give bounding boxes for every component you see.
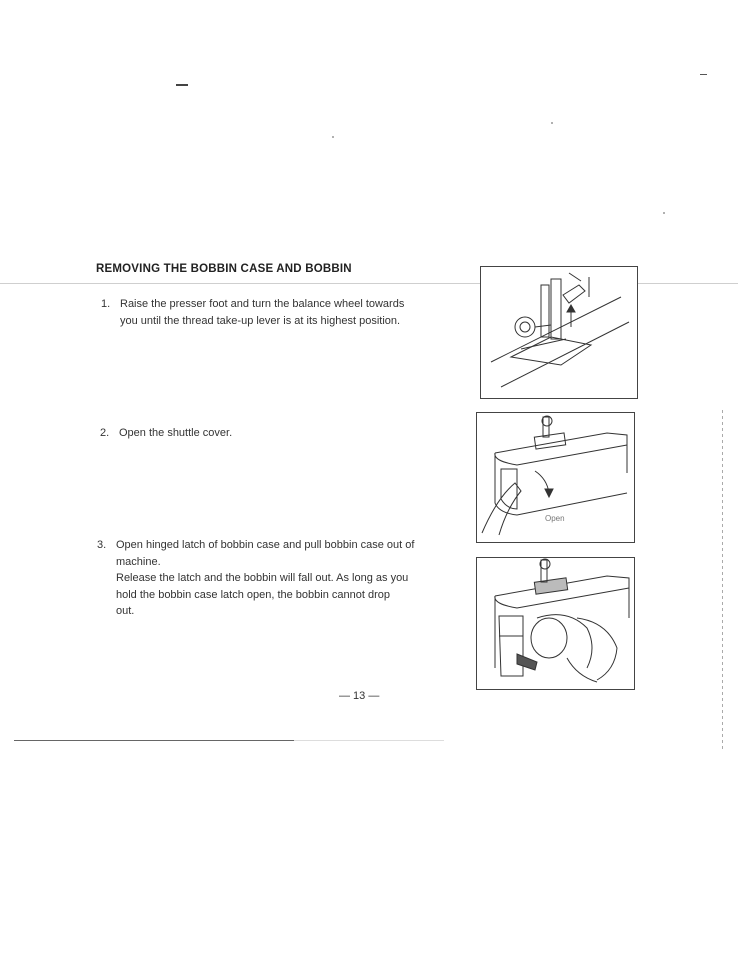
scan-speck <box>551 122 553 124</box>
step-number: 2. <box>100 427 110 439</box>
scan-speck <box>663 212 665 214</box>
presser-foot-illustration <box>481 267 637 398</box>
scan-mark <box>176 84 188 86</box>
step-line: Raise the presser foot and turn the balance wheel towards <box>120 298 405 310</box>
bobbin-case-illustration <box>477 558 634 689</box>
step-line: Open the shuttle cover. <box>119 427 233 439</box>
page-number: — 13 — <box>339 690 380 702</box>
footer-rule-faint <box>294 740 444 741</box>
figure-label: Open <box>545 514 565 523</box>
section-heading: REMOVING THE BOBBIN CASE AND BOBBIN <box>96 263 352 275</box>
footer-rule <box>14 740 294 741</box>
step-1 <box>101 296 441 336</box>
shuttle-cover-illustration <box>477 413 634 542</box>
step-line: you until the thread take-up lever is at its highest position. <box>120 314 401 327</box>
step-number: 1. <box>101 298 111 310</box>
step-3 <box>97 537 442 627</box>
step-text <box>120 296 404 329</box>
step-line: out. <box>116 605 135 617</box>
step-line: hold the bobbin case latch open, the bobbin cannot drop <box>116 588 390 601</box>
figure-shuttle-cover <box>476 412 635 543</box>
step-line: Release the latch and the bobbin will fall out. As long as you <box>116 572 409 584</box>
figure-presser-foot <box>480 266 638 399</box>
scan-mark <box>700 74 707 75</box>
step-number: 3. <box>97 539 107 551</box>
scan-edge-line <box>722 410 723 750</box>
step-2 <box>100 425 440 445</box>
step-line: Open hinged latch of bobbin case and pull bobbin case out of <box>116 539 415 551</box>
figure-bobbin-case <box>476 557 635 690</box>
step-text <box>116 537 414 620</box>
step-text <box>119 425 232 442</box>
scan-speck <box>332 136 334 138</box>
step-line: machine. <box>116 555 161 568</box>
